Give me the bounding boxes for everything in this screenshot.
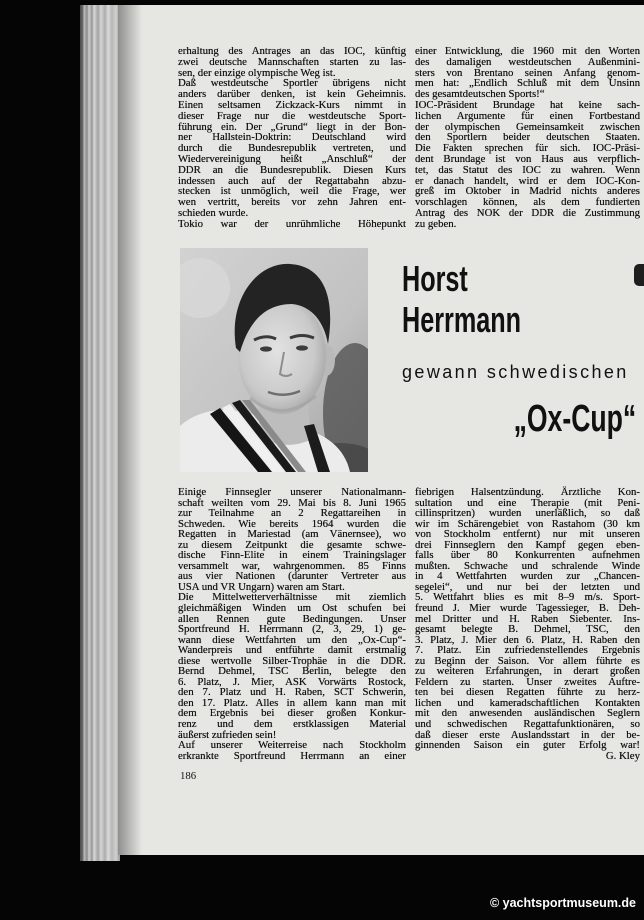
text-line: mit den anwesenden ausländischen Seglern xyxy=(415,707,640,720)
text-line: indessen auch auf der Regattabahn abzu- xyxy=(178,174,406,187)
text-line: IOC-Präsident Brundage hat keine sach- xyxy=(415,98,640,111)
text-line: gesamt belegte B. Dehmel, TSC, den xyxy=(415,623,640,636)
text-line: Die Fakten sprechen für sich. IOC-Präsi- xyxy=(415,142,640,155)
text-line: ner Hallstein-Doktrin: Deutschland wird xyxy=(178,131,406,144)
text-line: 7. Platz. Ein zufriedenstellendes Ergebnis xyxy=(415,644,640,657)
intro-left-column xyxy=(178,46,406,230)
headline-subtitle: gewann schwedischen xyxy=(402,362,629,382)
text-line: einer Entwicklung, die 1960 mit den Worten xyxy=(415,45,640,57)
text-line: wir im Schärengebiet von Rastahom (30 km xyxy=(415,517,640,530)
text-line: tet, das Statut des IOC zu wahren. Wenn xyxy=(415,163,640,176)
article-author: G. Kley xyxy=(605,749,640,762)
text-line: sen, der einzige olympische Weg ist. xyxy=(178,66,336,79)
text-line: schaft weilten vom 29. Mai bis 8. Juni 1965 xyxy=(178,496,406,509)
text-line: daß dieser erste Auslandsstart in der be- xyxy=(415,728,640,741)
portrait-photo xyxy=(180,248,368,472)
text-line: wann diese Wettfahrten um den „Ox-Cup“- xyxy=(178,633,406,646)
gutter-shadow xyxy=(118,5,142,855)
portrait-illustration xyxy=(180,248,368,472)
text-line: Antrag des NOK der DDR die Zustimmung xyxy=(415,206,640,219)
text-line: mußten. Schwache und schralende Winde xyxy=(415,559,640,572)
text-line: diese wertvolle Silber-Trophäe in die DDR. xyxy=(178,654,406,667)
text-line: Die Mittelwetterverhältnisse mit ziemlich xyxy=(178,591,406,604)
text-line: Daß westdeutsche Sportler übrigens nicht xyxy=(178,77,406,90)
ink-blot xyxy=(634,264,644,286)
text-line: freund J. Mier wurde Tagessieger, B. Deh- xyxy=(415,602,640,615)
text-line: des gesamtdeutschen Sports!“ xyxy=(415,88,545,101)
text-line: dieser Frage nur die westdeutsche Sport- xyxy=(178,109,406,122)
text-line: dent Brundage ist von Haus aus verpflich- xyxy=(415,152,640,165)
text-line: Feldern zu starten. Unser zweites Auftre- xyxy=(415,675,640,688)
text-line: äußerst zufrieden sein! xyxy=(178,728,277,741)
text-line: stecken ist unmöglich, weil die Frage, wer xyxy=(178,185,406,198)
text-line: Einen seltsamen Zickzack-Kurs nimmt in xyxy=(178,98,406,111)
text-line: gleichmäßigen Winden um Ost schufen bei xyxy=(178,602,406,615)
text-line: Tokio war der unrühmliche Höhepunkt xyxy=(178,217,406,230)
text-line: vorschlagen können, als dem fundierten xyxy=(415,196,640,209)
text-line: erkrankte Sportfreund Herrmann an einer xyxy=(178,749,406,762)
text-line: mel Dritter und H. Raben Siebenter. Ins- xyxy=(415,612,640,625)
text-line: den 7. Platz und H. Raben, SCT Schwerin, xyxy=(178,686,406,699)
headline-cup-name: „Ox-Cup“ xyxy=(513,398,636,440)
text-line: sters von Brentano seinen Anfang genom- xyxy=(415,66,640,79)
text-line: zur Teilnahme an 2 Regattareihen in xyxy=(178,507,406,520)
text-line: erhaltung des Antrages an das IOC, künftig xyxy=(178,45,406,57)
copyright-watermark: © yachtsportmuseum.de xyxy=(489,896,636,910)
headline-first-name: Horst xyxy=(402,258,468,299)
text-line: durch die Bundesrepublik vertreten, und xyxy=(178,142,406,155)
text-line: Schweden. Wie bereits 1964 wurden die xyxy=(178,517,406,530)
text-line: Wiedervereinigung heißt „Anschluß“ der xyxy=(178,152,406,165)
text-line: 5. Wettfahrt blies es mit 8–9 m/s. Sport- xyxy=(415,591,640,604)
text-line: versammelt war, wahrgenommen. 85 Finns xyxy=(178,559,406,572)
text-line: er danach handelt, wird er dem IOC-Kon- xyxy=(415,174,640,187)
text-line: dische Finn-Elite in einem Trainingslager xyxy=(178,549,406,562)
page-number: 186 xyxy=(180,770,197,782)
text-line: fiebrigen Halsentzündung. Ärztliche Kon- xyxy=(415,486,640,498)
text-line: und schwedischen Regattafunktionären, so xyxy=(415,718,640,731)
text-line: DDR an die Bundesrepublik. Diesen Kurs xyxy=(178,163,406,176)
text-line: men hat: „Endlich Schluß mit dem Unsinn xyxy=(415,77,640,90)
text-line: zwei deutsche Mannschaften starten zu las- xyxy=(178,55,406,68)
text-line: falls über 80 Konkurrenten aufnehmen xyxy=(415,549,640,562)
text-line: lichen Argumente für einen Fortbestand xyxy=(415,109,640,122)
text-line: schieden wurde. xyxy=(178,206,249,219)
text-line: Regatten in Mariestad (am Vänernsee), wo xyxy=(178,528,406,541)
text-line: ten bei diesen Regatten führte zu herz- xyxy=(415,686,640,699)
text-line: den Sportlern beider deutschen Staaten. xyxy=(415,131,640,144)
text-line: 3. Platz, J. Mier den 6. Platz, H. Raben den xyxy=(415,633,640,646)
text-line: den 17. Platz. Alles in allem kann man mit xyxy=(178,696,406,709)
text-line: ginnenden Saison ein guter Erfolg war! xyxy=(415,739,640,752)
text-line: dem Ergebnis bei dieser großen Konkur- xyxy=(178,707,406,720)
text-line: des damaligen westdeutschen Außenmini- xyxy=(415,55,640,68)
text-line: zu Beginn der Saison. Vor allem führte es xyxy=(415,654,640,667)
text-line: sultation und eine Therapie (mit Peni- xyxy=(415,496,640,509)
article-right-column xyxy=(415,487,640,761)
text-line: drei Finnseglern den Kampf gegen eben- xyxy=(415,538,640,551)
text-line: in 4 Wettfahrten wurden zur „Chancen- xyxy=(415,570,640,583)
text-line: von Stockholm entfernt) nur mit unseren xyxy=(415,528,640,541)
text-line: wen vertritt, bereits vor zehn Jahren ent- xyxy=(178,196,406,209)
text-line: lichen und kameradschaftlichen Kontakten xyxy=(415,696,640,709)
text-line: zu weiteren Erfahrungen, in derart großen xyxy=(415,665,640,678)
text-line: USA und VR Ungarn) waren am Start. xyxy=(178,580,345,593)
text-line: der olympischen Gemeinsamkeit zwischen xyxy=(415,120,640,133)
text-line: führung ein. Der „Grund“ liegt in der Bon- xyxy=(178,120,406,133)
text-line: Einige Finnsegler unserer Nationalmann- xyxy=(178,486,406,498)
text-line: aus vier Nationen (darunter Vertreter aus xyxy=(178,570,406,583)
text-line: greß im Oktober in Madrid nichts anderes xyxy=(415,185,640,198)
text-line: Wanderpreis und entführte damit erstmalig xyxy=(178,644,406,657)
text-line: cillinspritzen) wurden unerläßlich, so daß xyxy=(415,507,640,520)
article-left-column xyxy=(178,487,406,761)
headline-last-name: Herrmann xyxy=(402,299,522,340)
text-line: zu geben. xyxy=(415,217,457,230)
text-line: segelei“, und nur bei der letzten und xyxy=(415,580,640,593)
text-line: Auf unserer Weiterreise nach Stockholm xyxy=(178,739,406,752)
text-line: Sportfreund H. Herrmann (2, 3, 29, 1) ge- xyxy=(178,623,406,636)
text-line: 6. Platz, J. Mier, ASK Vorwärts Rostock, xyxy=(178,675,406,688)
intro-right-column xyxy=(415,46,640,230)
book-page-stack-edge xyxy=(80,5,120,861)
text-line: allen Rennen gute Bedingungen. Unser xyxy=(178,612,406,625)
text-line: renz und dem erstklassigen Material xyxy=(178,718,406,731)
text-line: anders darüber denken, ist kein Geheimnis. xyxy=(178,88,406,101)
text-line: zu diesem Zeitpunkt die gesamte schwe- xyxy=(178,538,406,551)
text-line: Bernd Dehmel, TSC Berlin, belegte den xyxy=(178,665,406,678)
